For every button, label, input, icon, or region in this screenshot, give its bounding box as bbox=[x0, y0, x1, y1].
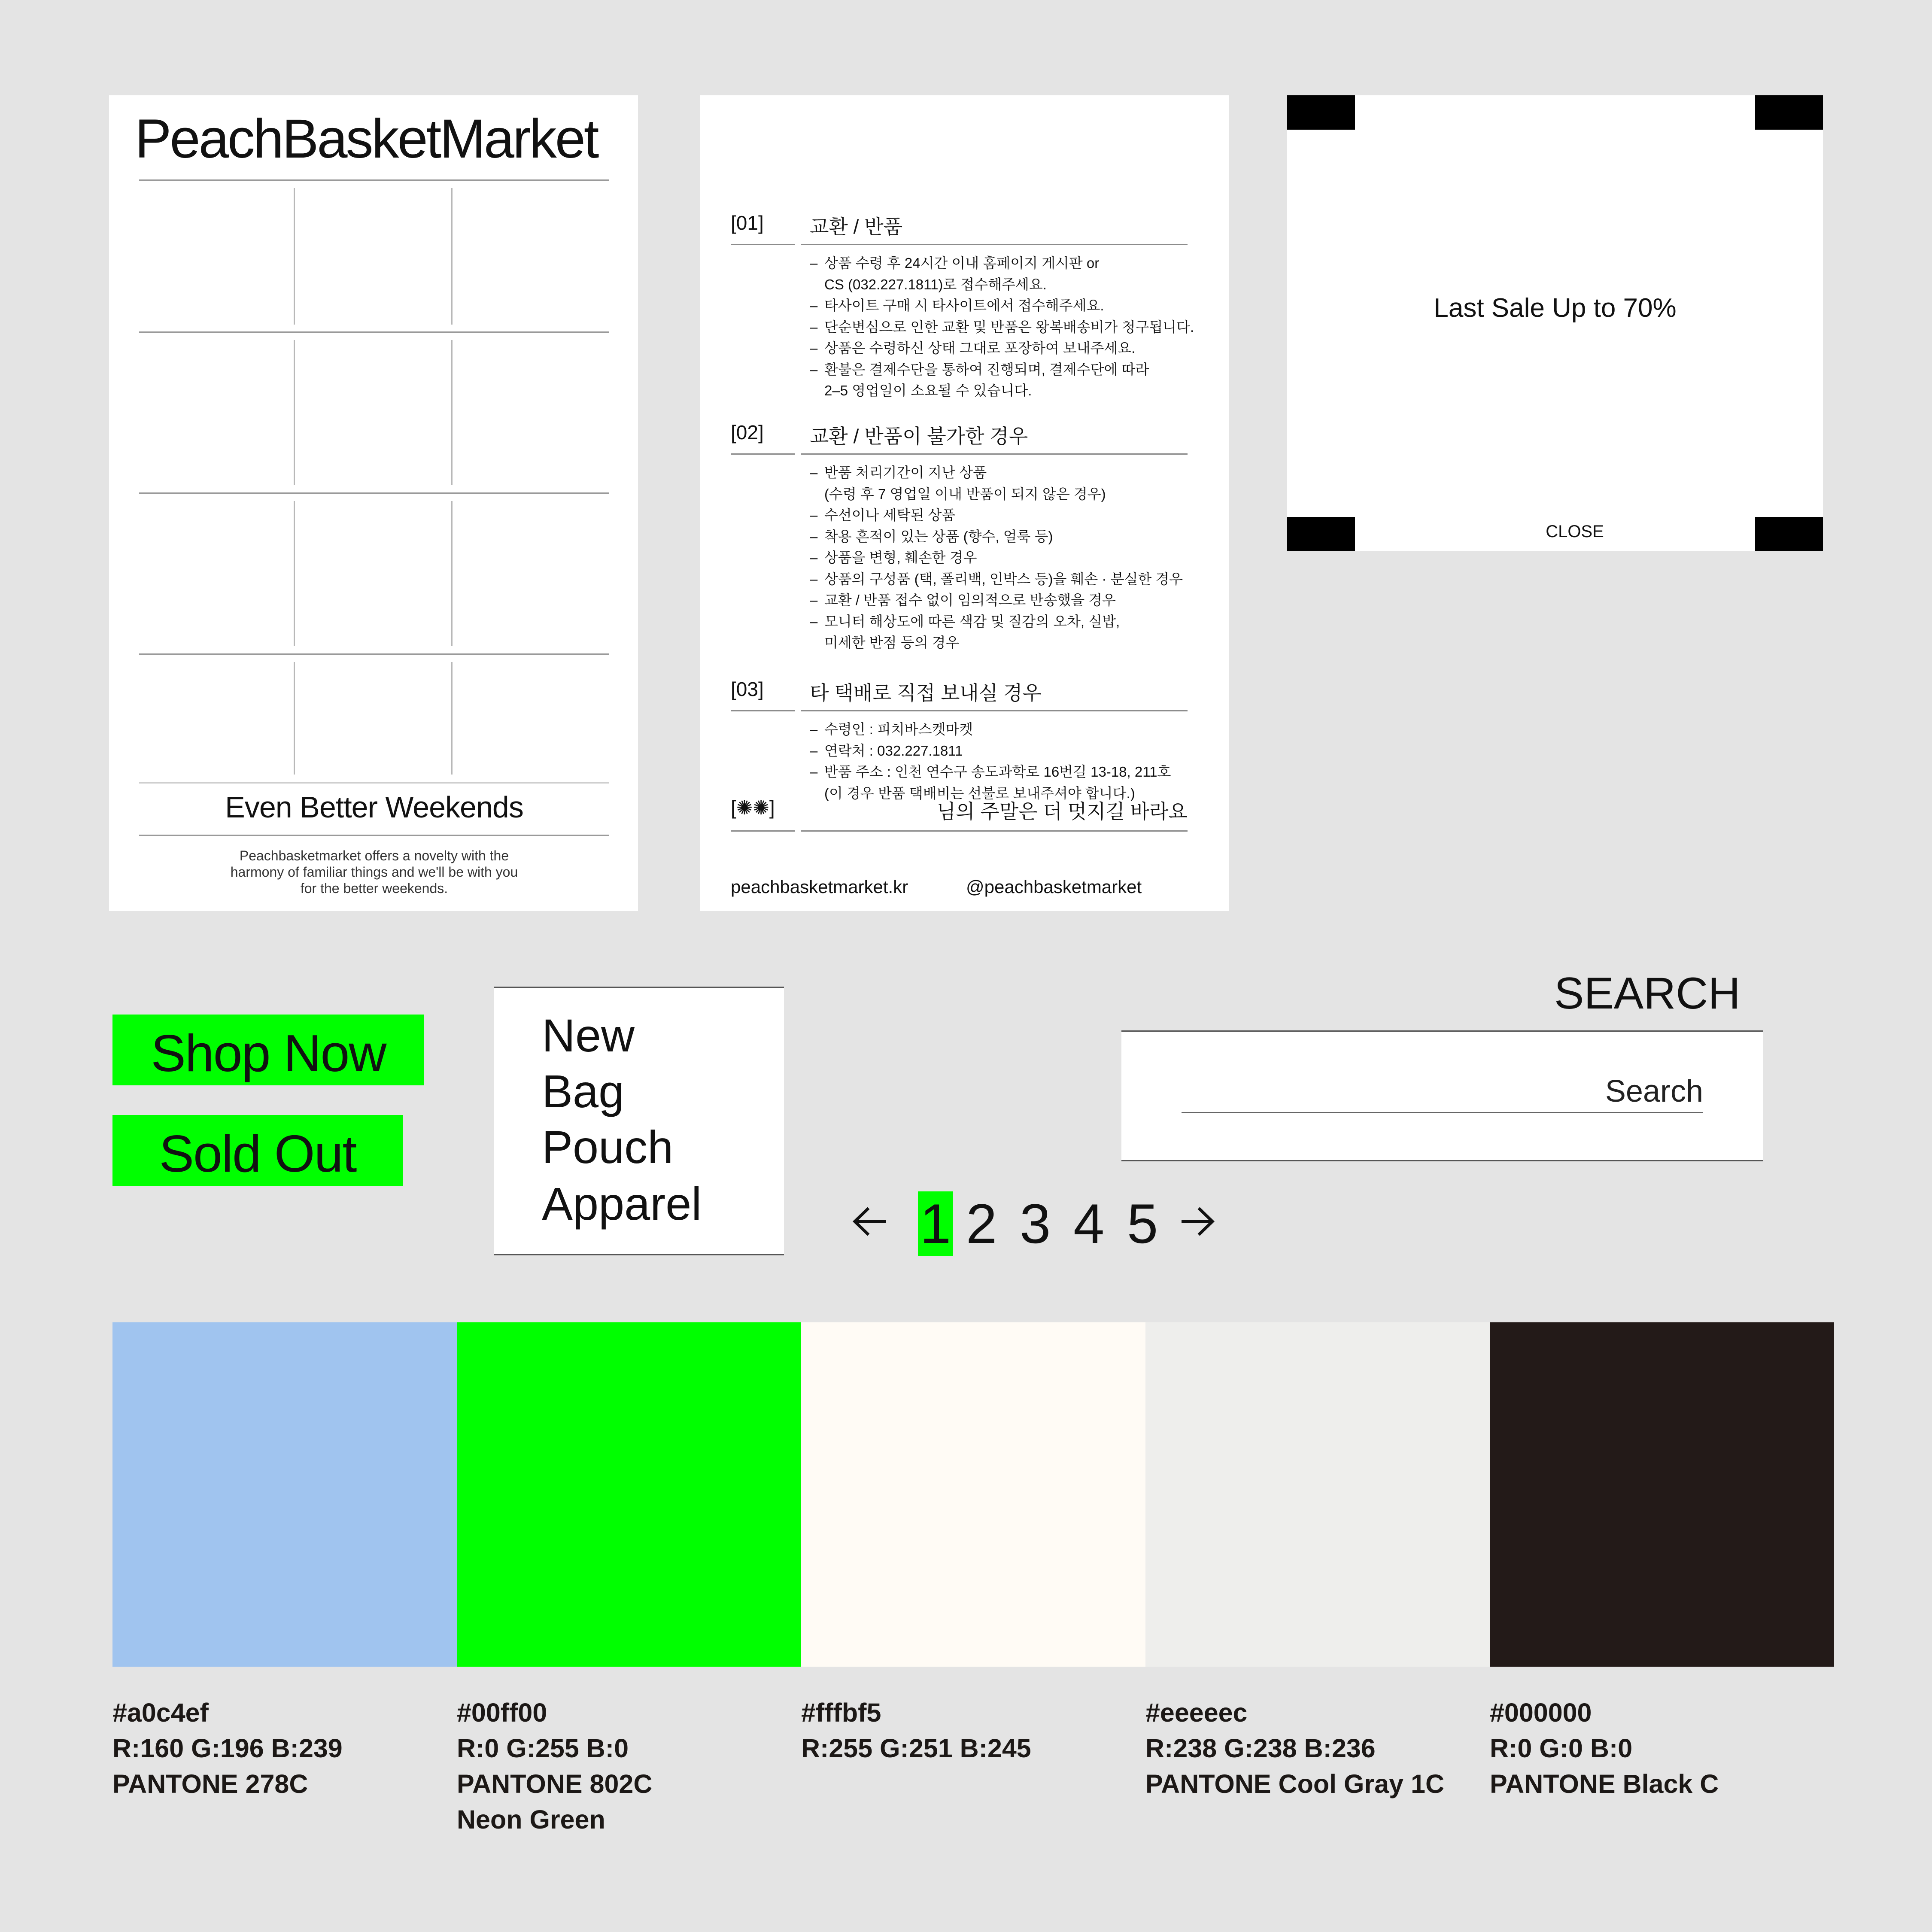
shop-now-button[interactable]: Shop Now bbox=[112, 1015, 424, 1085]
list-dash: – bbox=[810, 742, 818, 759]
swatch-hex: #00ff00 bbox=[457, 1698, 547, 1727]
swatch-pantone: PANTONE Cool Gray 1C bbox=[1145, 1769, 1444, 1798]
section-items bbox=[810, 719, 1196, 804]
footer-symbol: [✺✺] bbox=[731, 796, 775, 819]
section-rule bbox=[731, 710, 795, 711]
section-item bbox=[810, 547, 1196, 568]
color-swatch bbox=[112, 1322, 457, 1667]
section-number: [02] bbox=[731, 421, 764, 444]
swatch-info bbox=[1490, 1695, 1833, 1802]
list-dash: – bbox=[810, 361, 818, 377]
swatch-hex: #fffbf5 bbox=[801, 1698, 881, 1727]
grid-line bbox=[139, 835, 609, 836]
list-dash: – bbox=[810, 721, 818, 737]
menu-item-bag[interactable]: Bag bbox=[542, 1065, 625, 1117]
instagram-handle[interactable]: @peachbasketmarket bbox=[966, 877, 1142, 897]
list-dash: – bbox=[810, 255, 818, 271]
list-dash: – bbox=[810, 340, 818, 356]
section-rule bbox=[801, 244, 1188, 245]
section-item-text: 환불은 결제수단을 통하여 진행되며, 결제수단에 따라 bbox=[824, 361, 1149, 377]
section-item bbox=[810, 568, 1196, 590]
section-title: 교환 / 반품 bbox=[810, 216, 903, 238]
section-rule bbox=[731, 830, 795, 832]
section-item bbox=[810, 295, 1196, 316]
grid-line bbox=[451, 340, 453, 485]
color-swatch bbox=[457, 1322, 801, 1667]
brand-tagline: Even Better Weekends bbox=[225, 790, 523, 824]
grid-line bbox=[451, 662, 453, 775]
menu-item-new[interactable]: New bbox=[542, 1009, 635, 1061]
section-title: 타 택배로 직접 보내실 경우 bbox=[810, 682, 1042, 704]
list-dash: – bbox=[810, 592, 818, 608]
grid-line bbox=[139, 179, 609, 181]
section-item-text: 단순변심으로 인한 교환 및 반품은 왕복배송비가 청구됩니다. bbox=[824, 319, 1194, 335]
search-box bbox=[1121, 1030, 1763, 1161]
section-item-text: 상품은 수령하신 상태 그대로 포장하여 보내주세요. bbox=[824, 340, 1136, 356]
page-4[interactable]: 4 bbox=[1073, 1192, 1105, 1255]
website-link[interactable]: peachbasketmarket.kr bbox=[731, 877, 908, 897]
section-item-text: 상품 수령 후 24시간 이내 홈페이지 게시판 or bbox=[824, 255, 1100, 271]
section-item-text: 착용 흔적이 있는 상품 (향수, 얼룩 등) bbox=[824, 528, 1053, 544]
color-swatch bbox=[801, 1322, 1145, 1667]
section-item-text: 상품을 변형, 훼손한 경우 bbox=[824, 550, 977, 565]
section-number: [01] bbox=[731, 212, 764, 234]
color-swatch bbox=[1490, 1322, 1834, 1667]
swatch-hex: #a0c4ef bbox=[112, 1698, 209, 1727]
swatch-pantone: PANTONE Black C bbox=[1490, 1769, 1719, 1798]
section-rule bbox=[801, 453, 1188, 455]
section-title: 교환 / 반품이 불가한 경우 bbox=[810, 425, 1028, 447]
swatch-rgb: R:255 G:251 B:245 bbox=[801, 1734, 1031, 1763]
swatch-info bbox=[1145, 1695, 1489, 1802]
list-dash: – bbox=[810, 319, 818, 335]
section-number: [03] bbox=[731, 678, 764, 700]
section-item-text: 교환 / 반품 접수 없이 임의적으로 반송했을 경우 bbox=[824, 592, 1116, 608]
search-heading: SEARCH bbox=[1554, 969, 1741, 1018]
grid-line bbox=[139, 492, 609, 494]
page-3[interactable]: 3 bbox=[1020, 1192, 1051, 1255]
swatch-pantone: PANTONE 278C bbox=[112, 1769, 308, 1798]
list-dash: – bbox=[810, 465, 818, 480]
swatch-rgb: R:0 G:255 B:0 bbox=[457, 1734, 629, 1763]
footer-message: 님의 주말은 더 멋지길 바라요 bbox=[936, 800, 1188, 823]
swatch-extra: Neon Green bbox=[457, 1805, 605, 1834]
brand-title: PeachBasketMarket bbox=[135, 108, 598, 170]
corner-mark bbox=[1287, 95, 1355, 130]
arrow-right-icon[interactable] bbox=[1180, 1206, 1215, 1239]
section-item-text: 2–5 영업일이 소요될 수 있습니다. bbox=[824, 383, 1032, 398]
swatch-rgb: R:160 G:196 B:239 bbox=[112, 1734, 343, 1763]
swatch-rgb: R:0 G:0 B:0 bbox=[1490, 1734, 1633, 1763]
returns-card bbox=[700, 95, 1229, 911]
menu-item-pouch[interactable]: Pouch bbox=[542, 1121, 674, 1173]
color-swatch bbox=[1145, 1322, 1490, 1667]
sale-popup bbox=[1287, 95, 1823, 551]
section-rule bbox=[731, 453, 795, 455]
section-item-text: 반품 처리기간이 지난 상품 bbox=[824, 465, 987, 480]
list-dash: – bbox=[810, 298, 818, 313]
grid-line bbox=[451, 501, 453, 646]
grid-line bbox=[139, 782, 609, 784]
section-item-text: 수령인 : 피치바스켓마켓 bbox=[824, 721, 973, 737]
swatch-rgb: R:238 G:238 B:236 bbox=[1145, 1734, 1376, 1763]
section-item-text: (수령 후 7 영업일 이내 반품이 되지 않은 경우) bbox=[824, 486, 1106, 502]
sold-out-button[interactable]: Sold Out bbox=[112, 1115, 403, 1186]
section-item-text: (이 경우 반품 택배비는 선불로 보내주셔야 합니다.) bbox=[824, 785, 1135, 801]
grid-line bbox=[294, 501, 295, 646]
section-item-text: 수선이나 세탁된 상품 bbox=[824, 507, 956, 523]
brand-description: Peachbasketmarket offers a novelty with the harmony of familiar things and we'll be with you for the better weekends. bbox=[230, 848, 518, 896]
section-item-text: 연락처 : 032.227.1811 bbox=[824, 742, 963, 759]
section-item-text: 미세한 반점 등의 경우 bbox=[824, 635, 960, 650]
grid-line bbox=[294, 188, 295, 325]
popup-message: Last Sale Up to 70% bbox=[1434, 293, 1677, 323]
section-rule bbox=[731, 244, 795, 245]
list-dash: – bbox=[810, 528, 818, 544]
section-rule bbox=[801, 710, 1188, 711]
page-5[interactable]: 5 bbox=[1127, 1192, 1158, 1255]
swatch-info bbox=[457, 1695, 800, 1838]
page-2[interactable]: 2 bbox=[966, 1192, 997, 1255]
search-input[interactable] bbox=[1182, 1070, 1703, 1113]
section-item-text: 타사이트 구매 시 타사이트에서 접수해주세요. bbox=[824, 298, 1104, 313]
swatch-info bbox=[112, 1695, 456, 1802]
section-item bbox=[810, 611, 1196, 653]
section-item bbox=[810, 526, 1196, 547]
section-item bbox=[810, 337, 1196, 359]
list-dash: – bbox=[810, 764, 818, 780]
list-dash: – bbox=[810, 571, 818, 587]
list-dash: – bbox=[810, 507, 818, 523]
list-dash: – bbox=[810, 613, 818, 629]
section-item bbox=[810, 252, 1196, 295]
swatch-info bbox=[801, 1695, 1145, 1766]
category-menu bbox=[494, 987, 784, 1255]
grid-line bbox=[139, 653, 609, 655]
section-item-text: 반품 주소 : 인천 연수구 송도과학로 16번길 13-18, 211호 bbox=[824, 764, 1171, 780]
page-1[interactable]: 1 bbox=[918, 1191, 953, 1256]
list-dash: – bbox=[810, 550, 818, 565]
section-item-text: 모니터 해상도에 따른 색감 및 질감의 오차, 실밥, bbox=[824, 613, 1120, 629]
section-item bbox=[810, 719, 1196, 740]
corner-mark bbox=[1287, 517, 1355, 551]
section-item bbox=[810, 504, 1196, 526]
section-item bbox=[810, 359, 1196, 401]
swatch-pantone: PANTONE 802C bbox=[457, 1769, 653, 1798]
corner-mark bbox=[1755, 517, 1823, 551]
swatch-hex: #eeeeec bbox=[1145, 1698, 1248, 1727]
section-item-text: 상품의 구성품 (택, 폴리백, 인박스 등)을 훼손 · 분실한 경우 bbox=[824, 571, 1183, 587]
section-items bbox=[810, 252, 1196, 401]
close-button[interactable]: CLOSE bbox=[1546, 522, 1604, 541]
section-item bbox=[810, 316, 1196, 338]
section-item bbox=[810, 462, 1196, 504]
brand-card bbox=[109, 95, 638, 911]
section-rule bbox=[801, 830, 1188, 832]
grid-line bbox=[294, 662, 295, 775]
section-item-text: CS (032.227.1811)로 접수해주세요. bbox=[824, 276, 1047, 292]
grid-line bbox=[139, 331, 609, 333]
grid-line bbox=[294, 340, 295, 485]
menu-item-apparel[interactable]: Apparel bbox=[542, 1178, 702, 1230]
swatch-hex: #000000 bbox=[1490, 1698, 1592, 1727]
grid-line bbox=[451, 188, 453, 325]
section-items bbox=[810, 462, 1196, 653]
section-item bbox=[810, 740, 1196, 762]
corner-mark bbox=[1755, 95, 1823, 130]
section-item bbox=[810, 589, 1196, 611]
arrow-left-icon[interactable] bbox=[852, 1206, 887, 1239]
